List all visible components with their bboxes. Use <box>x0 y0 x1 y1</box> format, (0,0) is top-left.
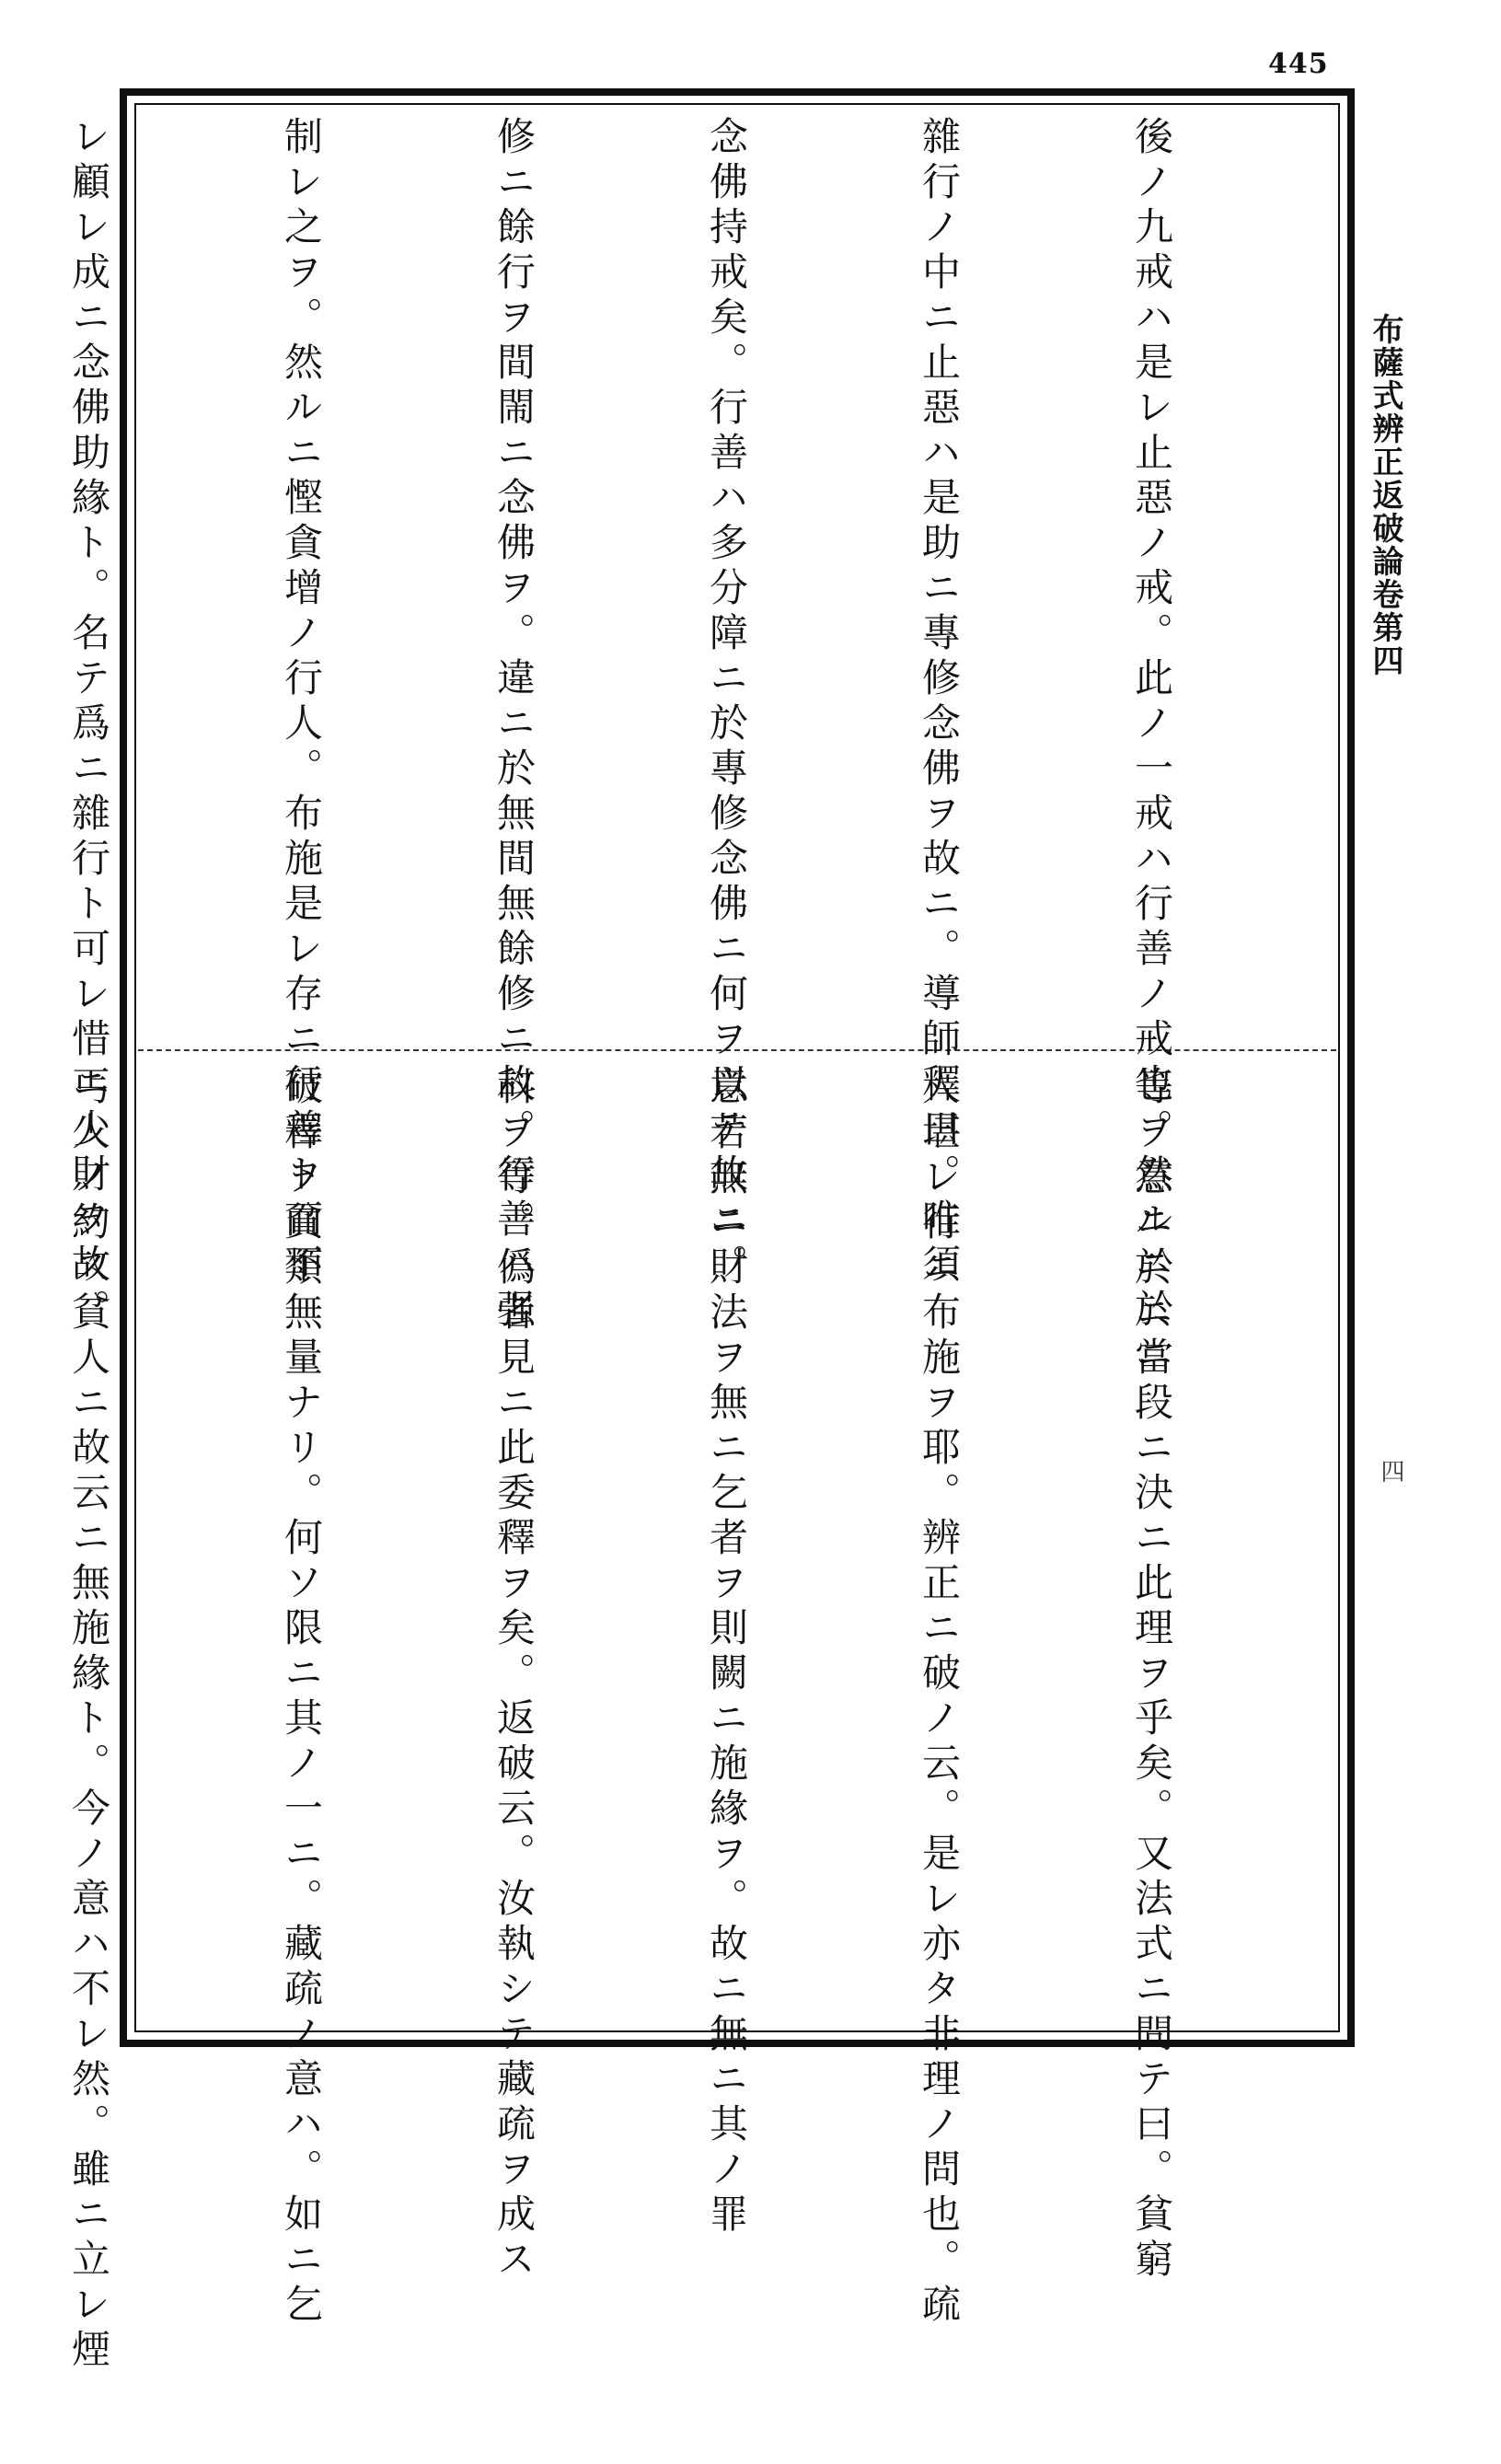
text-line: 後ノ九戒ハ是レ止惡ノ戒。此ノ一戒ハ行善ノ戒也。然ルニ於ニ <box>1129 116 1174 1379</box>
text-line: 制レ之ヲ。然ルニ慳貪增ノ行人。布施是レ存ニ行善ト而不 <box>279 116 324 1289</box>
running-header: 布薩式辨正返破論卷第四 <box>1367 313 1403 677</box>
side-mark: 四 <box>1377 1459 1404 1483</box>
upper-text-block <box>66 116 1329 1379</box>
lower-text-block <box>66 1066 1329 2374</box>
text-line: 意若無ニ財法ヲ無ニ乞者ヲ則闕ニ施緣ヲ。故ニ無ニ其ノ罪 <box>704 1066 749 2238</box>
text-line: 等ヲ意ニ於ニ當段ニ決ニ此理ヲ乎矣。又法式ニ問テ曰。貧窮 <box>1129 1066 1174 2284</box>
text-line: 科ヲ等。僞者見ニ此委釋ヲ矣。返破云。汝執シテ藏疏ヲ成ス <box>491 1066 537 2284</box>
text-line: 丐人ノ約ス貧人ニ故云ニ無施緣ト。今ノ意ハ不レ然。雖ニ立レ煙 <box>66 1066 111 2374</box>
page-number: 445 <box>1268 48 1329 80</box>
text-line: 修ニ餘行ヲ間閙ニ念佛ヲ。違ニ於無間無餘修ニ故。行善ハ强 <box>491 116 537 1334</box>
text-line: 破釋ヲ貧類無量ナリ。何ソ限ニ其ノ一ニ。藏疏ノ意ハ。如ニ乞 <box>279 1066 324 2329</box>
text-line: 人堪レ行ニ布施ヲ耶。辨正ニ破ノ云。是レ亦タ非理ノ問也。疏 <box>917 1066 962 2329</box>
text-line: レ顧レ成ニ念佛助緣ト。名テ爲ニ雜行ト可レ惜ニ少財ヲ故。 <box>66 116 111 1334</box>
text-line: 雜行ノ中ニ止惡ハ是助ニ專修念佛ヲ故ニ。導師釋曰。唯須 <box>917 116 962 1289</box>
text-line: 念佛持戒矣。行善ハ多分障ニ於專修念佛ニ何ヲ以テ故ニ。 <box>704 116 749 1289</box>
